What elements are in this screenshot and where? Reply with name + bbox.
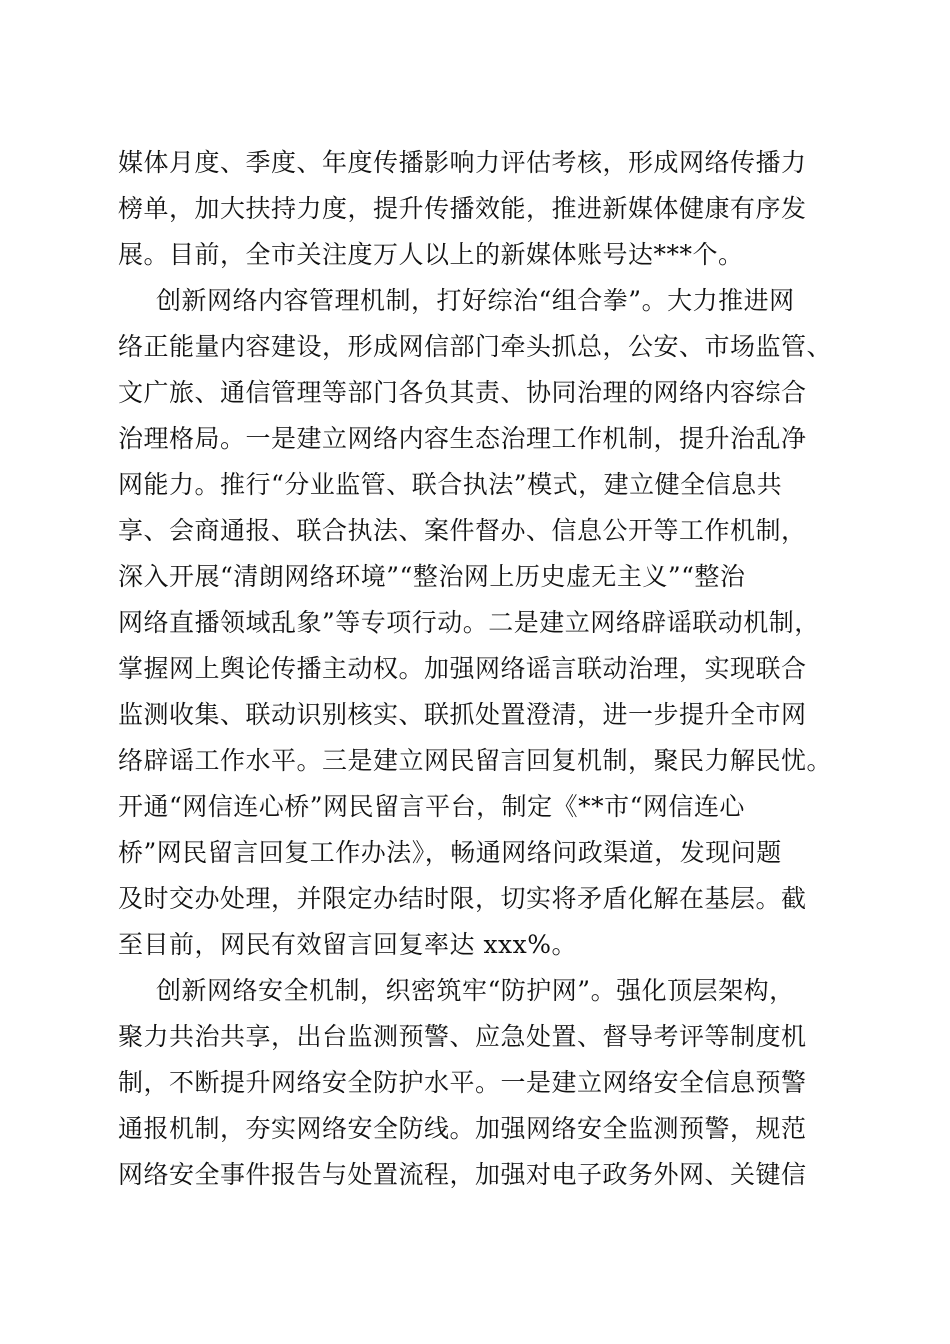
paragraph-1	[118, 140, 850, 278]
text-line: 络辟谣工作水平。三是建立网民留言回复机制，聚民力解民忧。	[118, 746, 833, 775]
text-line: 媒体月度、季度、年度传播影响力评估考核，形成网络传播力	[118, 148, 807, 177]
text-line: 至目前，网民有效留言回复率达 xxx%。	[118, 930, 578, 959]
text-line: 创新网络内容管理机制，打好综治“组合拳”。大力推进网	[156, 286, 795, 315]
text-line: 网络直播领域乱象”等专项行动。二是建立网络辟谣联动机制，	[118, 608, 820, 637]
paragraph-2	[118, 278, 850, 968]
text-line: 展。目前，全市关注度万人以上的新媒体账号达***个。	[118, 240, 744, 269]
paragraph-3	[118, 968, 850, 1198]
text-line: 监测收集、联动识别核实、联抓处置澄清，进一步提升全市网	[118, 700, 807, 729]
text-line: 及时交办处理，并限定办结时限，切实将矛盾化解在基层。截	[118, 884, 807, 913]
text-line: 开通“网信连心桥”网民留言平台，制定《**市“网信连心	[118, 792, 745, 821]
text-line: 聚力共治共享，出台监测预警、应急处置、督导考评等制度机	[118, 1022, 807, 1051]
text-line: 通报机制，夯实网络安全防线。加强网络安全监测预警，规范	[118, 1114, 807, 1143]
text-line: 榜单，加大扶持力度，提升传播效能，推进新媒体健康有序发	[118, 194, 807, 223]
text-line: 享、会商通报、联合执法、案件督办、信息公开等工作机制，	[118, 516, 807, 545]
body-text	[118, 140, 850, 1198]
text-line: 掌握网上舆论传播主动权。加强网络谣言联动治理，实现联合	[118, 654, 807, 683]
text-line: 制，不断提升网络安全防护水平。一是建立网络安全信息预警	[118, 1068, 807, 1097]
text-line: 创新网络安全机制，织密筑牢“防护网”。强化顶层架构，	[156, 976, 795, 1005]
text-line: 文广旅、通信管理等部门各负其责、协同治理的网络内容综合	[118, 378, 807, 407]
text-line: 网络安全事件报告与处置流程，加强对电子政务外网、关键信	[118, 1160, 807, 1189]
text-line: 桥”网民留言回复工作办法》，畅通网络问政渠道，发现问题	[118, 838, 782, 867]
text-line: 深入开展“清朗网络环境”“整治网上历史虚无主义”“整治	[118, 562, 746, 591]
text-line: 网能力。推行“分业监管、联合执法”模式，建立健全信息共	[118, 470, 783, 499]
text-line: 治理格局。一是建立网络内容生态治理工作机制，提升治乱净	[118, 424, 807, 453]
text-line: 络正能量内容建设，形成网信部门牵头抓总，公安、市场监管、	[118, 332, 833, 361]
